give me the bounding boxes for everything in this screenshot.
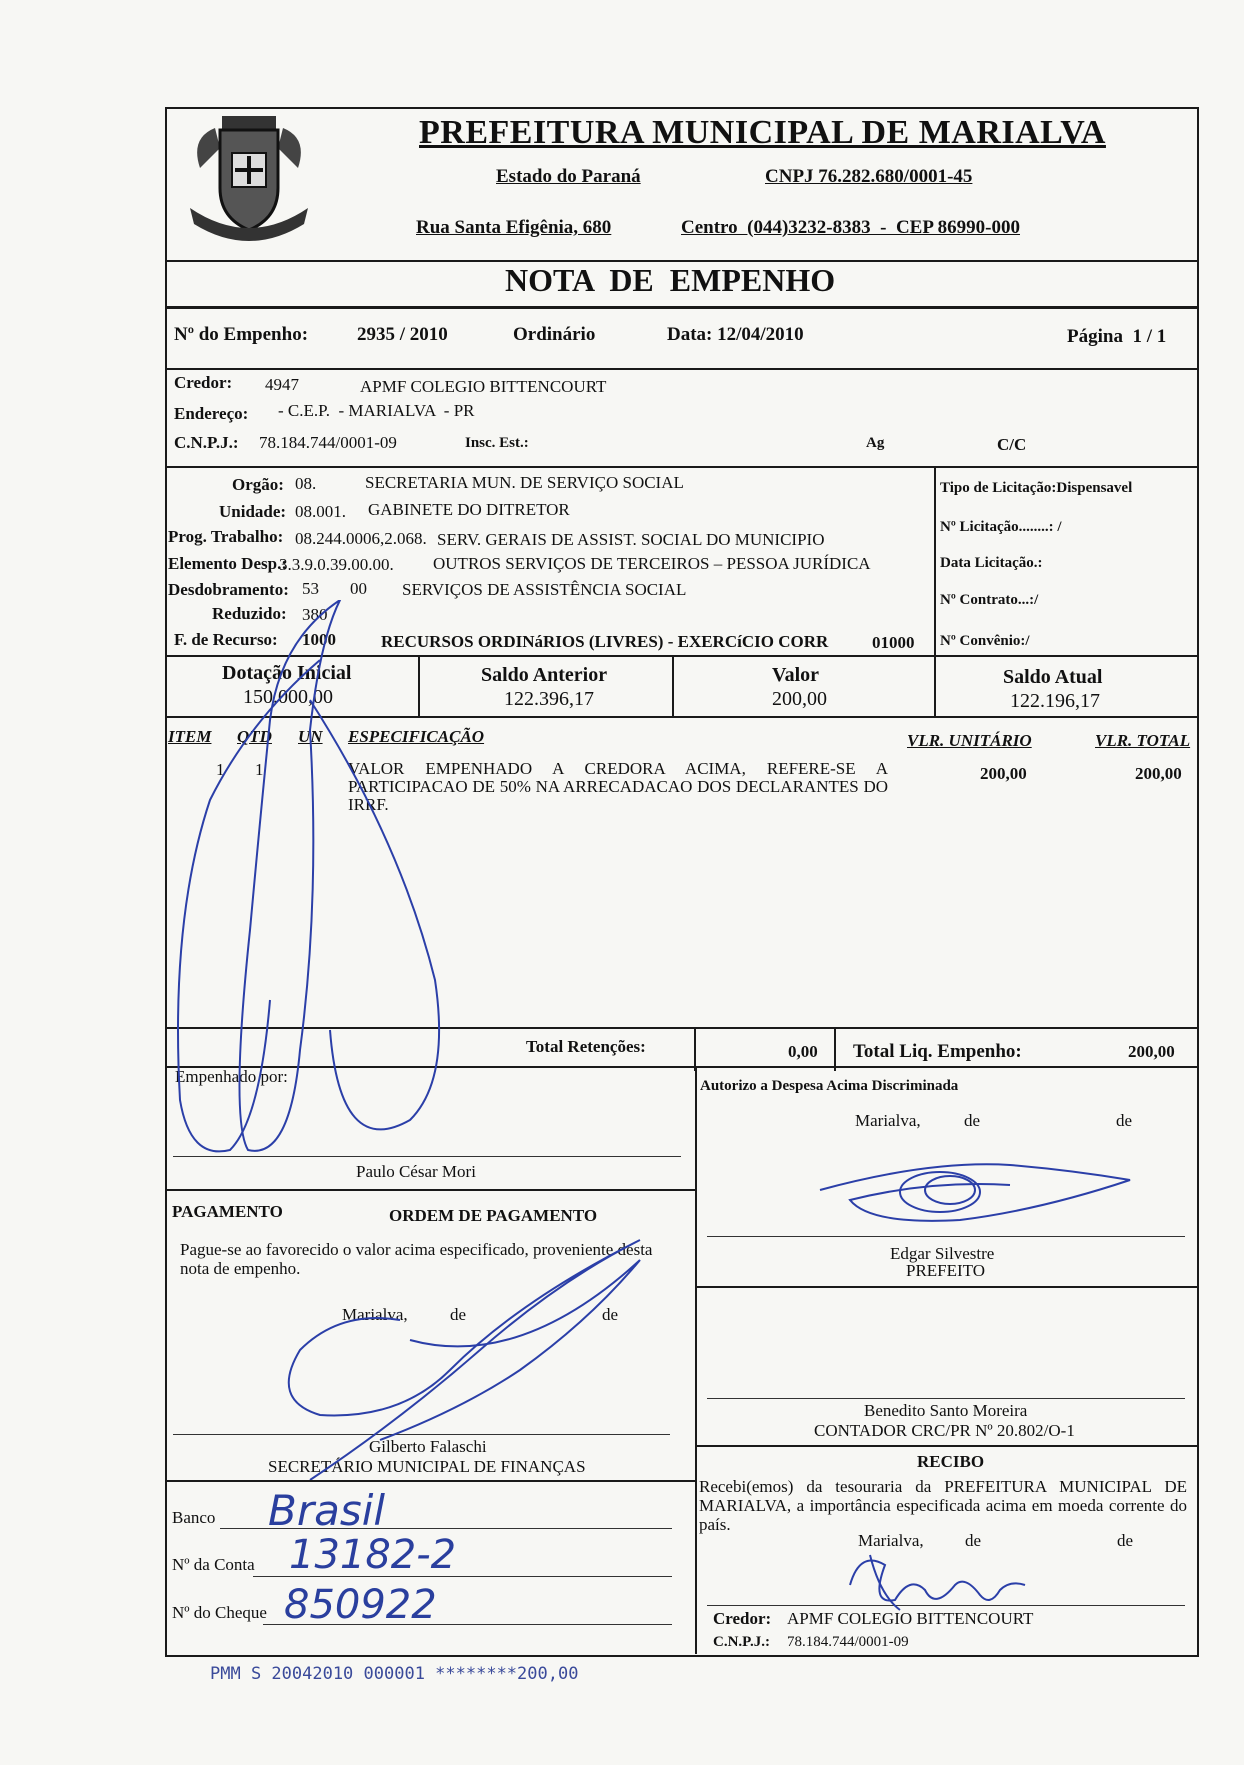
autorizo-de-2: de [1116, 1111, 1133, 1130]
pagamento-label: PAGAMENTO [172, 1202, 283, 1221]
desdobramento-desc: SERVIÇOS DE ASSISTÊNCIA SOCIAL [402, 580, 687, 599]
autorizo-despesa: Autorizo a Despesa Acima Discriminada [700, 1078, 959, 1094]
banco-label: Banco [172, 1508, 216, 1527]
col-especificacao: ESPECIFICAÇÃO [348, 727, 485, 746]
empenhado-por-nome: Paulo César Mori [356, 1162, 476, 1181]
data-licitacao: Data Licitação.: [940, 555, 1043, 571]
dotacao-value: 150.000,00 [243, 686, 333, 708]
credor-label: Credor: [174, 373, 233, 392]
recurso-code: 1000 [302, 630, 336, 649]
saldo-atual-value: 122.196,17 [1010, 690, 1100, 712]
cnpj-label: C.N.P.J.: [174, 433, 239, 452]
signature-prefeito [810, 1140, 1140, 1240]
reduzido-label: Reduzido: [212, 604, 287, 623]
total-retencoes-label: Total Retenções: [526, 1037, 646, 1056]
unidade-desc: GABINETE DO DITRETOR [368, 500, 570, 519]
document-title: NOTA DE EMPENHO [505, 262, 836, 298]
col-total: VLR. TOTAL [1095, 731, 1191, 750]
contador-cargo: CONTADOR CRC/PR Nº 20.802/O-1 [814, 1421, 1075, 1440]
cheque-label: Nº do Cheque [172, 1603, 267, 1622]
dotacao-label: Dotação Inicial [222, 662, 352, 684]
orgao-desc: SECRETARIA MUN. DE SERVIÇO SOCIAL [365, 473, 684, 492]
secretario-cargo: SECRETÁRIO MUNICIPAL DE FINANÇAS [268, 1457, 586, 1476]
orgao-code: 08. [295, 474, 317, 493]
endereco-value: - C.E.P. - MARIALVA - PR [278, 401, 475, 420]
recurso-number: 01000 [872, 633, 915, 652]
unidade-code: 08.001. [295, 502, 346, 521]
conta-label: Nº da Conta [172, 1555, 255, 1574]
item-total: 200,00 [1135, 764, 1182, 783]
pagamento-local: Marialva, [342, 1305, 408, 1324]
empenho-number: 2935 / 2010 [357, 324, 448, 345]
recibo-cnpj-label: C.N.P.J.: [713, 1634, 770, 1650]
municipality-title: PREFEITURA MUNICIPAL DE MARIALVA [419, 114, 1106, 151]
credor-name: APMF COLEGIO BITTENCOURT [360, 377, 607, 396]
signature-empenhado [170, 600, 490, 1200]
saldo-atual-label: Saldo Atual [1003, 666, 1103, 688]
credor-code: 4947 [265, 375, 299, 394]
recurso-label: F. de Recurso: [174, 630, 278, 649]
autorizo-de-1: de [964, 1111, 981, 1130]
empenhado-por-label: Empenhado por: [175, 1067, 288, 1086]
municipality-cnpj: CNPJ 76.282.680/0001-45 [765, 166, 973, 187]
empenho-date: Data: 12/04/2010 [667, 324, 804, 345]
elemento-label: Elemento Desp.: [168, 554, 287, 573]
page-number: Página 1 / 1 [1067, 326, 1167, 347]
cheque-value: 850922 [284, 1582, 437, 1628]
empenho-type: Ordinário [513, 324, 596, 345]
numero-licitacao: Nº Licitação........: / [940, 519, 1062, 535]
total-liquido-label: Total Liq. Empenho: [853, 1041, 1022, 1062]
municipality-contact: Centro (044)3232-8383 - CEP 86990-000 [681, 217, 1020, 238]
contador-nome: Benedito Santo Moreira [864, 1401, 1028, 1420]
prog-trabalho-desc: SERV. GERAIS DE ASSIST. SOCIAL DO MUNICIPIO [437, 530, 825, 549]
desdobramento-label: Desdobramento: [168, 580, 289, 599]
cc-label: C/C [997, 435, 1027, 454]
signature-credor [840, 1545, 1030, 1625]
numero-convenio: Nº Convênio:/ [940, 633, 1030, 649]
pagamento-de-1: de [450, 1305, 467, 1324]
recibo-de-1: de [965, 1531, 982, 1550]
prefeito-nome: Edgar Silvestre [890, 1244, 995, 1263]
ag-label: Ag [866, 435, 885, 451]
ordem-pagamento-title: ORDEM DE PAGAMENTO [389, 1206, 598, 1225]
col-qtd: QTD [237, 727, 272, 746]
elemento-desc: OUTROS SERVIÇOS DE TERCEIROS – PESSOA JURÍDICA [433, 554, 871, 573]
orgao-label: Orgão: [232, 475, 284, 494]
item-unitario: 200,00 [980, 764, 1027, 783]
coat-of-arms-logo [180, 108, 318, 258]
item-number: 1 [216, 760, 225, 779]
pagamento-de-2: de [602, 1305, 619, 1324]
total-liquido-value: 200,00 [1128, 1042, 1175, 1061]
empenho-number-label: Nº do Empenho: [174, 324, 309, 345]
total-retencoes-value: 0,00 [788, 1042, 818, 1061]
secretario-nome: Gilberto Falaschi [369, 1437, 487, 1456]
insc-est-label: Insc. Est.: [465, 435, 529, 451]
col-unitario: VLR. UNITÁRIO [907, 731, 1032, 750]
col-item: ITEM [168, 727, 212, 746]
saldo-anterior-value: 122.396,17 [504, 688, 594, 710]
recibo-de-2: de [1117, 1531, 1134, 1550]
recibo-title: RECIBO [917, 1452, 985, 1471]
conta-value: 13182-2 [289, 1532, 457, 1578]
footer-stamp: PMM S 20042010 000001 ********200,00 [210, 1664, 579, 1684]
col-un: UN [298, 727, 323, 746]
valor-label: Valor [772, 664, 820, 686]
autorizo-local: Marialva, [855, 1111, 921, 1130]
recurso-desc: RECURSOS ORDINáRIOS (LIVRES) - EXERCíCIO CORR [381, 632, 829, 651]
state-label: Estado do Paraná [496, 166, 641, 187]
credor-cnpj: 78.184.744/0001-09 [259, 433, 397, 452]
desdobramento-sub: 00 [350, 579, 367, 598]
endereco-label: Endereço: [174, 404, 249, 423]
signature-secretario [260, 1220, 690, 1480]
numero-contrato: Nº Contrato...:/ [940, 592, 1039, 608]
prog-trabalho-label: Prog. Trabalho: [168, 527, 284, 546]
recibo-credor-label: Credor: [713, 1609, 772, 1628]
recibo-credor: APMF COLEGIO BITTENCOURT [787, 1609, 1034, 1628]
valor-value: 200,00 [772, 688, 827, 710]
item-especificacao: VALOR EMPENHADO A CREDORA ACIMA, REFERE-SE A PARTICIPACAO DE 50% NA ARRECADACAO DOS DECLARANTES DO IRRF. [348, 759, 888, 814]
unidade-label: Unidade: [219, 502, 287, 521]
reduzido-code: 380 [302, 605, 328, 624]
pagamento-texto: Pague-se ao favorecido o valor acima especificado, proveniente desta nota de empenho. [180, 1240, 653, 1278]
tipo-licitacao: Tipo de Licitação:Dispensavel [940, 480, 1133, 496]
desdobramento-code: 53 [302, 579, 319, 598]
prog-trabalho-code: 08.244.0006,2.068. [295, 529, 427, 548]
municipality-address: Rua Santa Efigênia, 680 [416, 217, 612, 238]
item-qtd: 1 [255, 760, 264, 779]
recibo-local: Marialva, [858, 1531, 924, 1550]
prefeito-cargo: PREFEITO [906, 1261, 986, 1280]
recibo-cnpj: 78.184.744/0001-09 [787, 1634, 909, 1650]
recibo-texto: Recebi(emos) da tesouraria da PREFEITURA MUNICIPAL DE MARIALVA, a importância especificada acima em moeda corrente do país. [699, 1477, 1187, 1534]
saldo-anterior-label: Saldo Anterior [481, 664, 608, 686]
banco-value: Brasil [268, 1486, 386, 1535]
elemento-code: 3.3.9.0.39.00.00. [279, 555, 394, 574]
